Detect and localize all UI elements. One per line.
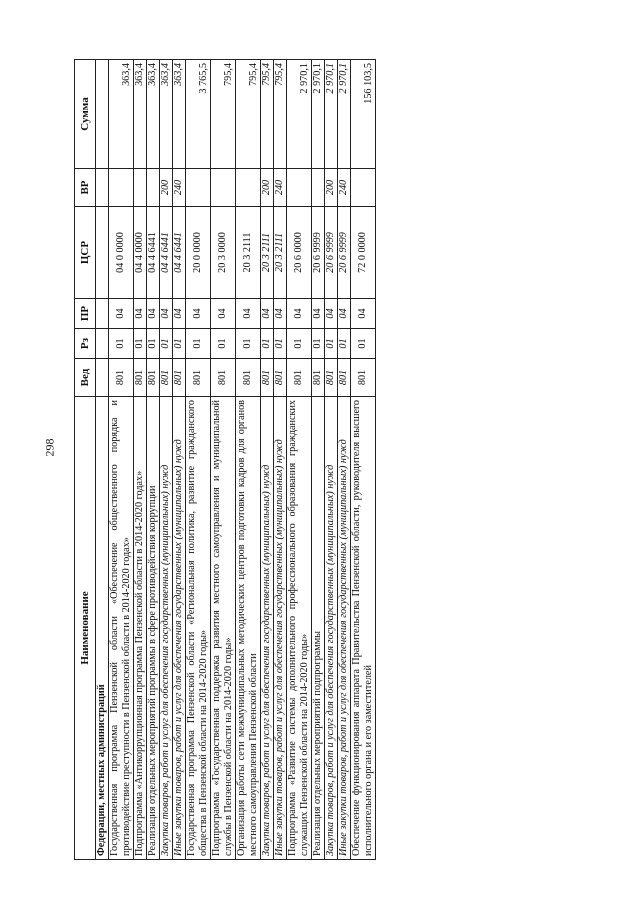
cell-name: Закупка товаров, работ и услуг для обеспечения государственных (муниципальных) нужд	[160, 397, 173, 860]
cell-csr: 20 6 9999	[338, 207, 351, 299]
header-sum: Сумма	[75, 60, 96, 169]
cell-sum: 2 970,1	[287, 60, 312, 169]
cell-rz: 01	[351, 329, 376, 359]
cell-name: Обеспечение функционирования аппарата Правительства Пензенской области, руководителя высшего исполнительного органа и его заместителей	[351, 397, 376, 860]
cell-name: Государственная программа Пензенской области «Обеспечение общественного порядка и противодействие преступности в Пензенской области в 2014-2020 годах»	[109, 397, 134, 860]
cell-name: Организация работы сети межмуниципальных методических центров подготовки кадров для органов местного самоуправления Пензенской области	[236, 397, 261, 860]
cell-csr: 20 6 0000	[287, 207, 312, 299]
cell-sum: 795,4	[236, 60, 261, 169]
cell-ved: 801	[173, 359, 186, 397]
cell-csr: 20 3 2111	[236, 207, 261, 299]
cell-ved: 801	[211, 359, 236, 397]
table-row	[312, 60, 325, 860]
table-row	[134, 60, 147, 860]
cell-vr	[147, 169, 160, 207]
cell-sum: 795,4	[211, 60, 236, 169]
cell-name: Подпрограмма «Государственная поддержка развития местного самоуправления и муниципальной службы в Пензенской области на 2014-2020 годы»	[211, 397, 236, 860]
cell-csr: 04 0 0000	[109, 207, 134, 299]
cell-csr	[96, 207, 109, 299]
cell-rz: 01	[287, 329, 312, 359]
cell-name: Подпрограмма «Развитие системы дополнительного профессионального образования гражданских служащих Пензенской области на 2014-2020 годы»	[287, 397, 312, 860]
cell-rz: 01	[211, 329, 236, 359]
cell-name: Реализация отдельных мероприятий подпрограммы	[312, 397, 325, 860]
cell-vr	[186, 169, 211, 207]
cell-ved: 801	[236, 359, 261, 397]
cell-ved	[96, 359, 109, 397]
cell-ved: 801	[351, 359, 376, 397]
cell-ved: 801	[261, 359, 274, 397]
cell-vr: 240	[338, 169, 351, 207]
cell-pr: 04	[274, 299, 287, 329]
cell-csr: 04 4 6441	[147, 207, 160, 299]
cell-sum: 363,4	[109, 60, 134, 169]
cell-ved: 801	[312, 359, 325, 397]
cell-rz: 01	[173, 329, 186, 359]
table-row	[351, 60, 376, 860]
cell-pr: 04	[338, 299, 351, 329]
cell-rz: 01	[186, 329, 211, 359]
cell-name: Реализация отдельных мероприятий программы в сфере противодействия коррупции	[147, 397, 160, 860]
header-pr: ПР	[75, 299, 96, 329]
header-name: Наименование	[75, 397, 96, 860]
cell-csr: 20 3 2111	[274, 207, 287, 299]
cell-sum: 3 765,5	[186, 60, 211, 169]
cell-vr: 200	[160, 169, 173, 207]
cell-pr: 04	[351, 299, 376, 329]
cell-pr: 04	[312, 299, 325, 329]
table-row	[261, 60, 274, 860]
table-row	[160, 60, 173, 860]
cell-sum: 363,4	[134, 60, 147, 169]
table-row	[236, 60, 261, 860]
cell-vr: 200	[261, 169, 274, 207]
cell-sum	[96, 60, 109, 169]
cell-sum: 795,4	[274, 60, 287, 169]
cell-name: Закупка товаров, работ и услуг для обеспечения государственных (муниципальных) нужд	[261, 397, 274, 860]
header-csr: ЦСР	[75, 207, 96, 299]
cell-ved: 801	[274, 359, 287, 397]
cell-csr: 20 3 0000	[211, 207, 236, 299]
cell-vr	[236, 169, 261, 207]
cell-pr	[96, 299, 109, 329]
header-rz: Рз	[75, 329, 96, 359]
cell-name: Государственная программа Пензенской области «Региональная политика, развитие гражданского общества в Пензенской области на 2014-2020 годы»	[186, 397, 211, 860]
cell-csr: 20 3 2111	[261, 207, 274, 299]
cell-vr	[134, 169, 147, 207]
cell-sum: 2 970,1	[338, 60, 351, 169]
cell-pr: 04	[160, 299, 173, 329]
cell-rz: 01	[261, 329, 274, 359]
table-body	[96, 60, 376, 860]
cell-sum: 795,4	[261, 60, 274, 169]
table-row	[287, 60, 312, 860]
cell-vr: 240	[274, 169, 287, 207]
cell-name: Подпрограмма «Антикоррупционная программа Пензенской области в 2014-2020 годах»	[134, 397, 147, 860]
table-row	[338, 60, 351, 860]
cell-sum: 363,4	[173, 60, 186, 169]
cell-csr: 04 4 6441	[160, 207, 173, 299]
cell-ved: 801	[186, 359, 211, 397]
cell-ved: 801	[109, 359, 134, 397]
cell-vr	[351, 169, 376, 207]
table-row	[211, 60, 236, 860]
table-row	[109, 60, 134, 860]
cell-ved: 801	[134, 359, 147, 397]
cell-ved: 801	[287, 359, 312, 397]
cell-rz: 01	[134, 329, 147, 359]
table-row	[96, 60, 109, 860]
cell-csr: 20 6 9999	[325, 207, 338, 299]
cell-vr	[211, 169, 236, 207]
cell-sum: 156 103,5	[351, 60, 376, 169]
cell-rz: 01	[338, 329, 351, 359]
page-number: 298	[42, 438, 57, 457]
cell-pr: 04	[134, 299, 147, 329]
cell-sum: 363,4	[160, 60, 173, 169]
header-ved: Вед	[75, 359, 96, 397]
cell-pr: 04	[186, 299, 211, 329]
cell-pr: 04	[287, 299, 312, 329]
cell-vr	[287, 169, 312, 207]
cell-rz: 01	[160, 329, 173, 359]
cell-csr: 20 0 0000	[186, 207, 211, 299]
cell-vr: 240	[173, 169, 186, 207]
cell-ved: 801	[325, 359, 338, 397]
cell-pr: 04	[173, 299, 186, 329]
cell-vr	[109, 169, 134, 207]
cell-csr: 20 6 9999	[312, 207, 325, 299]
table-row	[274, 60, 287, 860]
table-header-row	[75, 60, 96, 860]
header-vr: ВР	[75, 169, 96, 207]
table-row	[173, 60, 186, 860]
cell-vr	[312, 169, 325, 207]
cell-ved: 801	[338, 359, 351, 397]
cell-name: Иные закупки товаров, работ и услуг для обеспечения государственных (муниципальных) нужд	[338, 397, 351, 860]
table-row	[147, 60, 160, 860]
cell-ved: 801	[147, 359, 160, 397]
table-row	[325, 60, 338, 860]
table-row	[186, 60, 211, 860]
cell-rz: 01	[236, 329, 261, 359]
cell-pr: 04	[109, 299, 134, 329]
cell-rz: 01	[274, 329, 287, 359]
cell-rz: 01	[325, 329, 338, 359]
cell-name: Иные закупки товаров, работ и услуг для обеспечения государственных (муниципальных) нужд	[274, 397, 287, 860]
cell-sum: 2 970,1	[325, 60, 338, 169]
cell-name: Закупка товаров, работ и услуг для обеспечения государственных (муниципальных) нужд	[325, 397, 338, 860]
cell-ved: 801	[160, 359, 173, 397]
cell-pr: 04	[211, 299, 236, 329]
cell-sum: 363,4	[147, 60, 160, 169]
cell-vr: 200	[325, 169, 338, 207]
cell-rz: 01	[109, 329, 134, 359]
cell-csr: 04 4 6441	[173, 207, 186, 299]
cell-pr: 04	[261, 299, 274, 329]
budget-table	[74, 59, 376, 860]
cell-csr: 72 0 0000	[351, 207, 376, 299]
cell-sum: 2 970,1	[312, 60, 325, 169]
rotated-table-wrapper	[74, 60, 566, 860]
cell-pr: 04	[147, 299, 160, 329]
cell-name: Федерации, местных администраций	[96, 397, 109, 860]
cell-csr: 04 4 0000	[134, 207, 147, 299]
cell-rz	[96, 329, 109, 359]
cell-pr: 04	[236, 299, 261, 329]
cell-pr: 04	[325, 299, 338, 329]
cell-rz: 01	[312, 329, 325, 359]
cell-rz: 01	[147, 329, 160, 359]
cell-vr	[96, 169, 109, 207]
cell-name: Иные закупки товаров, работ и услуг для обеспечения государственных (муниципальных) нужд	[173, 397, 186, 860]
